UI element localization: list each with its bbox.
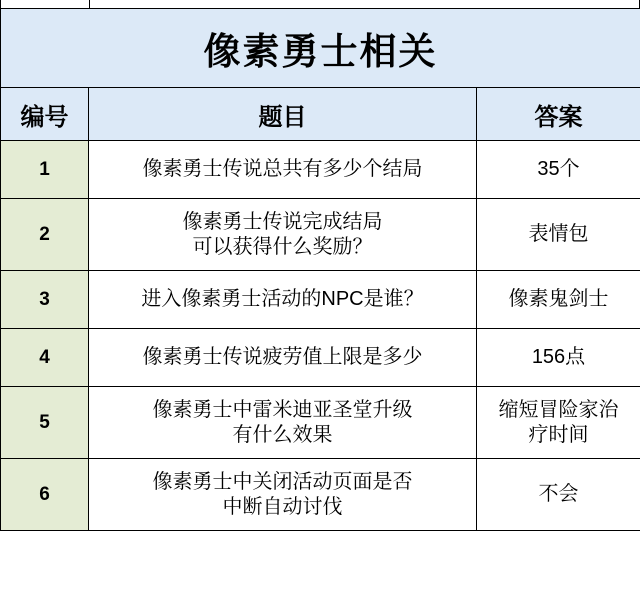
question-line: 进入像素勇士活动的NPC是谁？ xyxy=(141,288,424,310)
column-header-no: 编号 xyxy=(1,88,89,141)
question-line: 可以获得什么奖励？ xyxy=(192,235,373,258)
answer-line: 35个 xyxy=(537,158,580,180)
qa-table xyxy=(0,8,640,531)
table-title-row xyxy=(1,9,640,88)
row-number: 3 xyxy=(1,271,89,329)
row-answer xyxy=(477,387,640,459)
table-row xyxy=(1,387,640,459)
question-line: 像素勇士传说总共有多少个结局 xyxy=(142,158,423,180)
row-answer xyxy=(477,459,640,531)
row-number: 2 xyxy=(1,199,89,271)
row-number: 6 xyxy=(1,459,89,531)
row-answer xyxy=(477,329,640,387)
table-row xyxy=(1,141,640,199)
answer-line: 表情包 xyxy=(528,223,589,245)
row-question xyxy=(89,387,477,459)
question-line: 像素勇士中关闭活动页面是否 xyxy=(152,470,413,493)
answer-line: 像素鬼剑士 xyxy=(508,288,609,310)
table-row xyxy=(1,329,640,387)
answer-line: 156点 xyxy=(531,346,586,368)
column-header-question: 题目 xyxy=(89,88,477,141)
question-line: 像素勇士传说疲劳值上限是多少 xyxy=(142,346,423,368)
question-line: 像素勇士传说完成结局 xyxy=(182,210,383,233)
table-header-row xyxy=(1,88,640,141)
answer-line: 不会 xyxy=(538,483,579,505)
row-question xyxy=(89,329,477,387)
table-row xyxy=(1,459,640,531)
row-answer xyxy=(477,199,640,271)
question-line: 有什么效果 xyxy=(232,423,333,446)
table-row xyxy=(1,199,640,271)
row-question xyxy=(89,141,477,199)
question-line: 中断自动讨伐 xyxy=(222,495,343,518)
table-top-edge xyxy=(0,0,640,8)
row-number: 4 xyxy=(1,329,89,387)
row-question xyxy=(89,459,477,531)
table-row xyxy=(1,271,640,329)
answer-line: 疗时间 xyxy=(528,423,589,446)
row-answer xyxy=(477,271,640,329)
row-number: 1 xyxy=(1,141,89,199)
row-question xyxy=(89,199,477,271)
column-header-answer: 答案 xyxy=(477,88,640,141)
row-question xyxy=(89,271,477,329)
row-number: 5 xyxy=(1,387,89,459)
answer-line: 缩短冒险家治 xyxy=(498,398,619,421)
document-title: 像素勇士相关 xyxy=(1,9,640,88)
question-line: 像素勇士中雷米迪亚圣堂升级 xyxy=(152,398,413,421)
row-answer xyxy=(477,141,640,199)
